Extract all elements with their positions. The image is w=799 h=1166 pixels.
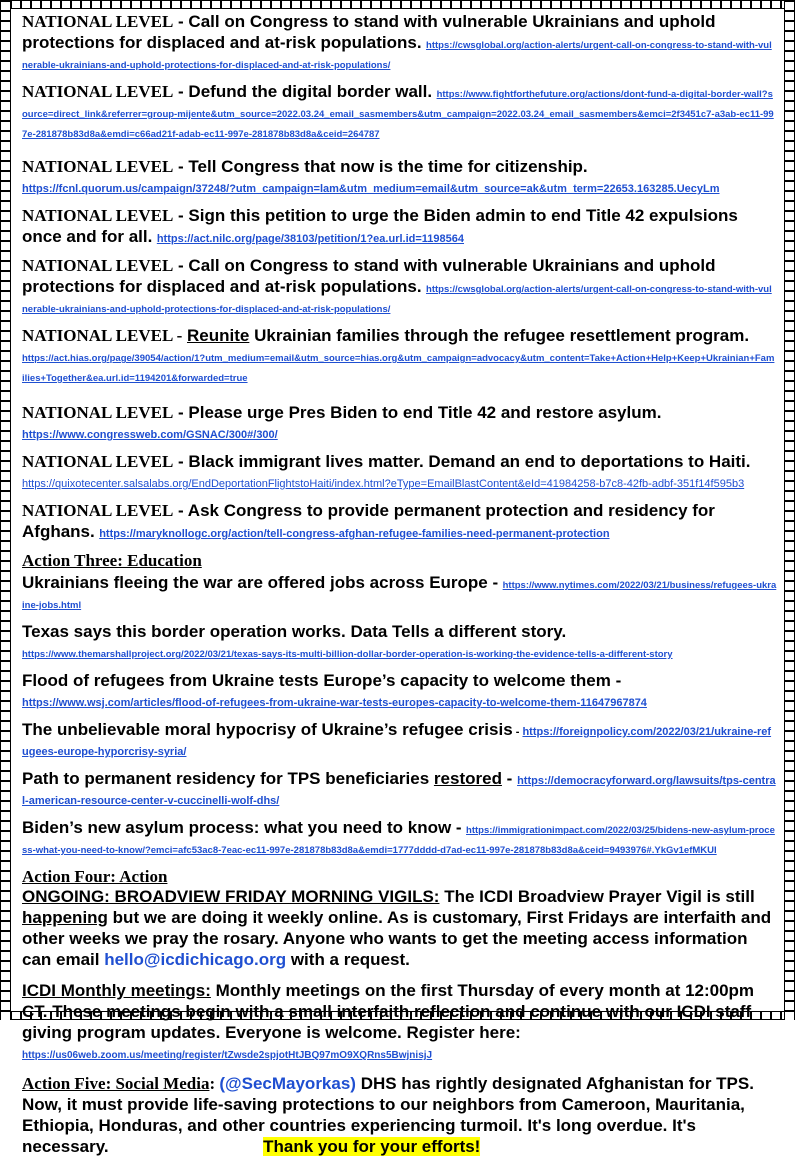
meetings-title: ICDI Monthly meetings: bbox=[22, 981, 211, 1000]
education-item bbox=[22, 671, 777, 712]
level-label: NATIONAL LEVEL bbox=[22, 157, 174, 176]
twitter-handle[interactable]: (@SecMayorkas) bbox=[219, 1074, 356, 1093]
action-link[interactable]: https://www.congressweb.com/GSNAC/300#/300/ bbox=[22, 429, 278, 441]
section-heading-education: Action Three: Education bbox=[22, 551, 202, 570]
national-item bbox=[22, 326, 777, 387]
thanks-highlight: Thank you for your efforts! bbox=[263, 1137, 481, 1156]
level-label: NATIONAL LEVEL - bbox=[22, 326, 183, 345]
email-link[interactable]: hello@icdichicago.org bbox=[104, 950, 287, 969]
section-heading-action: Action Four: Action bbox=[22, 867, 168, 886]
vigil-title: ONGOING: BROADVIEW FRIDAY MORNING VIGILS: bbox=[22, 887, 440, 906]
level-label: NATIONAL LEVEL bbox=[22, 82, 174, 101]
level-label: NATIONAL LEVEL bbox=[22, 501, 174, 520]
education-item bbox=[22, 573, 777, 614]
article-link[interactable]: https://www.nytimes.com/2022/03/21/business/refugees-ukraine-jobs.html bbox=[22, 580, 777, 611]
page-border-top bbox=[0, 0, 795, 9]
action-link[interactable]: https://www.fightforthefuture.org/actions/dont-fund-a-digital-border-wall?source=direct_link&referrer=group-mijente&utm_source=2022.03.24_email_sasmembers&utm_campaign=2022.03.24_email_sasmembers&emci=2f3451c7-a3ab-ec11-997e-281878b83d8a&emdi=c66ad21f-adab-ec11-997e-281878b83d8a&ceid=264787 bbox=[22, 89, 774, 140]
action-link[interactable]: https://fcnl.quorum.us/campaign/37248/?utm_campaign=lam&utm_medium=email&utm_source=ak&utm_term=22653.163285.UecyLm bbox=[22, 183, 720, 195]
document-body bbox=[22, 12, 777, 1166]
national-item: NATIONAL LEVEL - Defund the digital border wall. https://www.fightforthefuture.org/actions/dont-fund-a-digital-border-wall?source=direct_link&referrer=group-mijente&utm_source=2022.03.24_email_sasmembers&utm_campaign=2022.03.24_email_sasmembers&emci=2f3451c7-a3ab-ec11-997e-281878b83d8a&emdi=c66ad21f-adab-ec11-997e-281878b83d8a&ceid=264787 bbox=[22, 82, 774, 140]
section-heading-social-media: Action Five: Social Media bbox=[22, 1074, 210, 1093]
item-text: Ukrainians fleeing the war are offered jobs across Europe - bbox=[22, 573, 499, 592]
item-text: Flood of refugees from Ukraine tests Europe’s capacity to welcome them - bbox=[22, 671, 622, 690]
action-link[interactable]: https://cwsglobal.org/action-alerts/urgent-call-on-congress-to-stand-with-vulnerable-ukrainians-and-uphold-protections-for-displaced-and-at-risk-populations/ bbox=[22, 40, 772, 71]
level-label: NATIONAL LEVEL bbox=[22, 12, 174, 31]
item-text: Black immigrant lives matter. Demand an end to deportations to Haiti. bbox=[188, 452, 751, 471]
national-item: NATIONAL LEVEL - Call on Congress to stand with vulnerable Ukrainians and uphold protections for displaced and at-risk populations. https://cwsglobal.org/action-alerts/urgent-call-on-congress-to-stand-with-vulnerable-ukrainians-and-uphold-protections-for-displaced-and-at-risk-populations/ bbox=[22, 256, 772, 315]
level-label: NATIONAL LEVEL bbox=[22, 403, 174, 422]
national-item: NATIONAL LEVEL - Call on Congress to stand with vulnerable Ukrainians and uphold protections for displaced and at-risk populations. https://cwsglobal.org/action-alerts/urgent-call-on-congress-to-stand-with-vulnerable-ukrainians-and-uphold-protections-for-displaced-and-at-risk-populations/ bbox=[22, 12, 772, 71]
item-text: The unbelievable moral hypocrisy of Ukraine’s refugee crisis bbox=[22, 720, 513, 739]
item-text: Ask Congress to provide permanent protection and residency for Afghans. bbox=[22, 501, 715, 541]
national-item: NATIONAL LEVEL - Tell Congress that now is the time for citizenship. https://fcnl.quorum.us/campaign/37248/?utm_campaign=lam&utm_medium=email&utm_source=ak&utm_term=22653.163285.UecyLm bbox=[22, 157, 720, 195]
education-item: The unbelievable moral hypocrisy of Ukraine’s refugee crisis - https://foreignpolicy.com/2022/03/21/ukraine-refugees-europe-hyporcrisy-syria/ bbox=[22, 720, 772, 758]
item-text: Call on Congress to stand with vulnerable Ukrainians and uphold protections for displaced and at-risk populations. bbox=[22, 12, 716, 52]
item-text: Defund the digital border wall. bbox=[188, 82, 433, 101]
item-text-underlined: restored bbox=[433, 769, 502, 788]
item-text: Ukrainian families through the refugee resettlement program. bbox=[254, 326, 750, 345]
level-label: NATIONAL LEVEL bbox=[22, 452, 174, 471]
national-item: NATIONAL LEVEL - Ask Congress to provide permanent protection and residency for Afghans. https://maryknollogc.org/action/tell-congress-afghan-refugee-families-need-permanent-protection bbox=[22, 501, 715, 541]
article-link[interactable]: https://democracyforward.org/lawsuits/tps-central-american-resource-center-v-cuccinelli-wolf-dhs/ bbox=[22, 775, 776, 807]
education-item bbox=[22, 622, 777, 663]
item-text: Call on Congress to stand with vulnerable Ukrainians and uphold protections for displaced and at-risk populations. bbox=[22, 256, 716, 296]
item-text-underlined: Reunite bbox=[187, 326, 250, 345]
action-link[interactable]: https://act.hias.org/page/39054/action/1?utm_medium=email&utm_source=hias.org&utm_campaign=advocacy&utm_content=Take+Action+Help+Keep+Ukrainian+Families+Together&ea.url.id=1194201&forwarded=true bbox=[22, 353, 775, 384]
level-label: NATIONAL LEVEL bbox=[22, 206, 174, 225]
register-link[interactable]: https://us06web.zoom.us/meeting/register/tZwsde2spjotHtJBQ97mO9XQRns5BwjnisjJ bbox=[22, 1050, 433, 1061]
national-item: NATIONAL LEVEL - Sign this petition to urge the Biden admin to end Title 42 expulsions once and for all. https://act.nilc.org/page/38103/petition/1?ea.url.id=1198564 bbox=[22, 206, 738, 246]
article-link[interactable]: https://www.wsj.com/articles/flood-of-refugees-from-ukraine-war-tests-europes-capacity-to-welcome-them-11647967874 bbox=[22, 697, 647, 709]
item-text: Texas says this border operation works. Data Tells a different story. bbox=[22, 622, 567, 641]
level-label: NATIONAL LEVEL bbox=[22, 256, 174, 275]
social-media-paragraph: Action Five: Social Media: (@SecMayorkas) DHS has rightly designated Afghanistan for TPS. Now, it must provide life-saving protections to our neighbors from Cameroon, Mauritania, Ethiopia, Honduras, and other countries experiencing turmoil. It's long overdue. It's necessary. Thank you for your efforts! bbox=[22, 1074, 754, 1156]
meetings-paragraph: ICDI Monthly meetings: Monthly meetings on the first Thursday of every month at 12:00pm CT. These meetings begin with a small interfaith reflection and continue with our ICDI staff giving program updates. Everyone is welcome. Register here: https://us06web.zoom.us/meeting/register/tZwsde2spjotHtJBQ97mO9XQRns5BwjnisjJ bbox=[22, 981, 755, 1061]
national-item: NATIONAL LEVEL - Please urge Pres Biden to end Title 42 and restore asylum. https://www.congressweb.com/GSNAC/300#/300/ bbox=[22, 403, 662, 441]
action-link[interactable]: https://maryknollogc.org/action/tell-congress-afghan-refugee-families-need-permanent-protection bbox=[99, 528, 610, 540]
vigil-paragraph: ONGOING: BROADVIEW FRIDAY MORNING VIGILS: The ICDI Broadview Prayer Vigil is still happening but we are doing it weekly online. As is customary, First Fridays are interfaith and other weeks we pray the rosary. Anyone who wants to get the meeting access information can email hello@icdichicago.org with a request. bbox=[22, 887, 772, 969]
action-link[interactable]: https://cwsglobal.org/action-alerts/urgent-call-on-congress-to-stand-with-vulnerable-ukrainians-and-uphold-protections-for-displaced-and-at-risk-populations/ bbox=[22, 284, 772, 315]
national-item: NATIONAL LEVEL - Black immigrant lives matter. Demand an end to deportations to Haiti. https://quixotecenter.salsalabs.org/EndDeportationFlightstoHaiti/index.html?eType=EmailBlastContent&eId=41984258-b7c8-42fb-adbf-351f14f595b3 bbox=[22, 452, 751, 490]
item-text: Biden’s new asylum process: what you need to know - bbox=[22, 818, 462, 837]
action-link[interactable]: https://quixotecenter.salsalabs.org/EndDeportationFlightstoHaiti/index.html?eType=EmailBlastContent&eId=41984258-b7c8-42fb-adbf-351f14f595b3 bbox=[22, 478, 745, 490]
education-item bbox=[22, 818, 777, 859]
article-link[interactable]: https://immigrationimpact.com/2022/03/25/bidens-new-asylum-process-what-you-need-to-know/?emci=afc53ac8-7eac-ec11-997e-281878b83d8a&emdi=1777dddd-d7ad-ec11-997e-281878b83d8a&ceid=9493976#.YkGv1efMKUI bbox=[22, 825, 775, 856]
page-border-right bbox=[784, 0, 795, 1020]
item-text: Path to permanent residency for TPS beneficiaries bbox=[22, 769, 430, 788]
article-link[interactable]: https://foreignpolicy.com/2022/03/21/ukraine-refugees-europe-hyporcrisy-syria/ bbox=[22, 726, 772, 758]
item-text: Sign this petition to urge the Biden admin to end Title 42 expulsions once and for all. bbox=[22, 206, 738, 246]
item-text: Please urge Pres Biden to end Title 42 and restore asylum. bbox=[188, 403, 662, 422]
item-text: Tell Congress that now is the time for citizenship. bbox=[188, 157, 588, 176]
article-link[interactable]: https://www.themarshallproject.org/2022/03/21/texas-says-its-multi-billion-dollar-border-operation-is-working-the-evidence-tells-a-different-story bbox=[22, 649, 673, 660]
action-link[interactable]: https://act.nilc.org/page/38103/petition/1?ea.url.id=1198564 bbox=[156, 233, 465, 245]
page-border-left bbox=[0, 0, 11, 1020]
education-item: Path to permanent residency for TPS beneficiaries restored - https://democracyforward.org/lawsuits/tps-central-american-resource-center-v-cuccinelli-wolf-dhs/ bbox=[22, 769, 776, 807]
